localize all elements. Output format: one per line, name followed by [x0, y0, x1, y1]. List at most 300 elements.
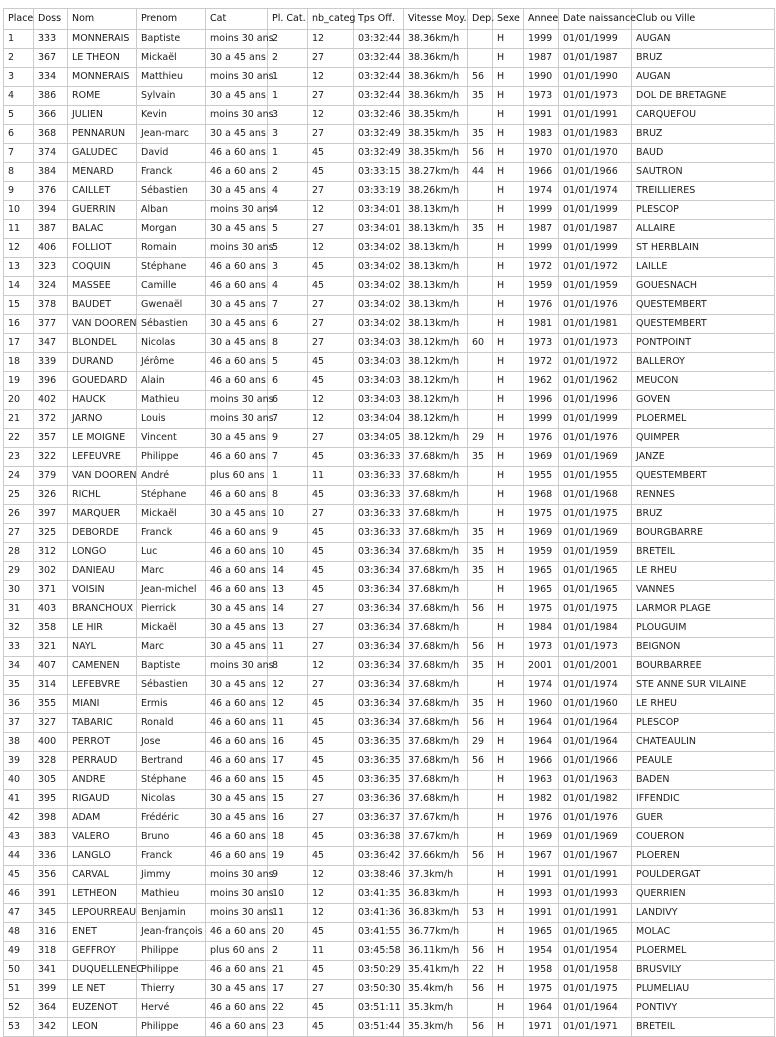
cell-club-ou-ville: TREILLIERES [632, 182, 775, 201]
cell-date-naissance: 01/01/1969 [559, 828, 632, 847]
cell-nom: CAILLET [68, 182, 137, 201]
cell-annee: 1965 [524, 581, 559, 600]
cell-pl-cat: 5 [268, 220, 308, 239]
cell-vitesse-moy: 35.4km/h [404, 980, 468, 999]
cell-vitesse-moy: 37.68km/h [404, 524, 468, 543]
cell-vitesse-moy: 37.68km/h [404, 695, 468, 714]
cell-doss: 339 [34, 353, 68, 372]
cell-cat: 46 a 60 ans [206, 695, 268, 714]
cell-prenom: Marc [137, 562, 206, 581]
cell-prenom: Bruno [137, 828, 206, 847]
cell-date-naissance: 01/01/1981 [559, 315, 632, 334]
cell-date-naissance: 01/01/1963 [559, 771, 632, 790]
cell-doss: 402 [34, 391, 68, 410]
cell-vitesse-moy: 38.35km/h [404, 125, 468, 144]
cell-dep [468, 372, 493, 391]
cell-annee: 1971 [524, 1018, 559, 1037]
cell-prenom: Mickaël [137, 619, 206, 638]
cell-dep: 56 [468, 980, 493, 999]
cell-place: 13 [4, 258, 34, 277]
cell-doss: 374 [34, 144, 68, 163]
cell-sexe: H [493, 980, 524, 999]
cell-nb-categ: 27 [308, 980, 354, 999]
cell-vitesse-moy: 37.68km/h [404, 467, 468, 486]
cell-pl-cat: 12 [268, 676, 308, 695]
cell-nom: MARQUER [68, 505, 137, 524]
cell-sexe: H [493, 524, 524, 543]
cell-date-naissance: 01/01/1972 [559, 258, 632, 277]
cell-annee: 1960 [524, 695, 559, 714]
cell-nom: LE MOIGNE [68, 429, 137, 448]
cell-sexe: H [493, 695, 524, 714]
cell-tps-off: 03:34:03 [354, 391, 404, 410]
cell-nb-categ: 45 [308, 144, 354, 163]
cell-tps-off: 03:36:34 [354, 638, 404, 657]
cell-cat: 46 a 60 ans [206, 372, 268, 391]
cell-nom: GALUDEC [68, 144, 137, 163]
cell-nom: LONGO [68, 543, 137, 562]
cell-dep: 56 [468, 942, 493, 961]
cell-place: 16 [4, 315, 34, 334]
table-row [4, 733, 775, 752]
cell-doss: 396 [34, 372, 68, 391]
cell-pl-cat: 1 [268, 144, 308, 163]
cell-club-ou-ville: QUESTEMBERT [632, 296, 775, 315]
cell-dep [468, 999, 493, 1018]
cell-pl-cat: 7 [268, 296, 308, 315]
cell-tps-off: 03:36:34 [354, 581, 404, 600]
cell-prenom: Jimmy [137, 866, 206, 885]
cell-nom: CAMENEN [68, 657, 137, 676]
cell-nom: VOISIN [68, 581, 137, 600]
cell-nb-categ: 12 [308, 657, 354, 676]
cell-tps-off: 03:34:02 [354, 315, 404, 334]
table-row [4, 87, 775, 106]
cell-date-naissance: 01/01/1987 [559, 220, 632, 239]
cell-tps-off: 03:32:49 [354, 144, 404, 163]
cell-date-naissance: 01/01/1966 [559, 752, 632, 771]
cell-club-ou-ville: PLUMELIAU [632, 980, 775, 999]
cell-date-naissance: 01/01/1996 [559, 391, 632, 410]
cell-place: 3 [4, 68, 34, 87]
cell-doss: 395 [34, 790, 68, 809]
table-row [4, 277, 775, 296]
table-row [4, 676, 775, 695]
cell-club-ou-ville: ST HERBLAIN [632, 239, 775, 258]
cell-vitesse-moy: 38.13km/h [404, 277, 468, 296]
table-row [4, 125, 775, 144]
cell-dep [468, 486, 493, 505]
cell-dep [468, 809, 493, 828]
cell-dep [468, 277, 493, 296]
cell-place: 22 [4, 429, 34, 448]
cell-prenom: Mickaël [137, 49, 206, 68]
cell-nom: JARNO [68, 410, 137, 429]
table-row [4, 505, 775, 524]
cell-place: 20 [4, 391, 34, 410]
cell-nom: RIGAUD [68, 790, 137, 809]
cell-pl-cat: 7 [268, 448, 308, 467]
cell-club-ou-ville: PLOUGUIM [632, 619, 775, 638]
cell-nom: ROME [68, 87, 137, 106]
cell-doss: 328 [34, 752, 68, 771]
cell-nb-categ: 12 [308, 239, 354, 258]
cell-nb-categ: 27 [308, 505, 354, 524]
cell-vitesse-moy: 38.36km/h [404, 87, 468, 106]
cell-sexe: H [493, 163, 524, 182]
cell-tps-off: 03:34:05 [354, 429, 404, 448]
cell-pl-cat: 10 [268, 543, 308, 562]
cell-cat: moins 30 ans [206, 30, 268, 49]
cell-pl-cat: 5 [268, 353, 308, 372]
cell-cat: 46 a 60 ans [206, 1018, 268, 1037]
cell-dep: 56 [468, 847, 493, 866]
cell-place: 40 [4, 771, 34, 790]
cell-pl-cat: 18 [268, 828, 308, 847]
cell-vitesse-moy: 35.3km/h [404, 1018, 468, 1037]
cell-nb-categ: 27 [308, 334, 354, 353]
cell-date-naissance: 01/01/1993 [559, 885, 632, 904]
cell-cat: 30 a 45 ans [206, 638, 268, 657]
cell-sexe: H [493, 49, 524, 68]
cell-sexe: H [493, 999, 524, 1018]
column-header-nom: Nom [68, 9, 137, 30]
cell-tps-off: 03:32:49 [354, 125, 404, 144]
cell-doss: 406 [34, 239, 68, 258]
cell-doss: 321 [34, 638, 68, 657]
table-row [4, 410, 775, 429]
cell-sexe: H [493, 410, 524, 429]
table-row [4, 182, 775, 201]
cell-doss: 358 [34, 619, 68, 638]
cell-doss: 386 [34, 87, 68, 106]
results-table [3, 8, 775, 1037]
cell-nom: DANIEAU [68, 562, 137, 581]
cell-place: 34 [4, 657, 34, 676]
cell-nom: GOUEDARD [68, 372, 137, 391]
cell-nom: LEFEBVRE [68, 676, 137, 695]
cell-cat: 46 a 60 ans [206, 714, 268, 733]
cell-cat: 30 a 45 ans [206, 334, 268, 353]
cell-prenom: Mathieu [137, 391, 206, 410]
cell-dep: 56 [468, 144, 493, 163]
cell-dep [468, 790, 493, 809]
cell-sexe: H [493, 258, 524, 277]
cell-vitesse-moy: 37.68km/h [404, 562, 468, 581]
cell-sexe: H [493, 353, 524, 372]
cell-annee: 1955 [524, 467, 559, 486]
cell-pl-cat: 6 [268, 391, 308, 410]
cell-sexe: H [493, 866, 524, 885]
cell-place: 27 [4, 524, 34, 543]
cell-sexe: H [493, 334, 524, 353]
cell-dep [468, 676, 493, 695]
table-row [4, 334, 775, 353]
cell-doss: 326 [34, 486, 68, 505]
table-row [4, 999, 775, 1018]
cell-doss: 342 [34, 1018, 68, 1037]
cell-dep [468, 410, 493, 429]
cell-tps-off: 03:36:36 [354, 790, 404, 809]
cell-vitesse-moy: 37.67km/h [404, 809, 468, 828]
cell-nom: JULIEN [68, 106, 137, 125]
cell-dep: 60 [468, 334, 493, 353]
cell-nom: CARVAL [68, 866, 137, 885]
cell-tps-off: 03:34:03 [354, 353, 404, 372]
cell-cat: moins 30 ans [206, 391, 268, 410]
table-row [4, 1018, 775, 1037]
cell-doss: 399 [34, 980, 68, 999]
cell-cat: 46 a 60 ans [206, 999, 268, 1018]
cell-place: 39 [4, 752, 34, 771]
cell-date-naissance: 01/01/1968 [559, 486, 632, 505]
cell-cat: plus 60 ans [206, 942, 268, 961]
cell-club-ou-ville: AUGAN [632, 30, 775, 49]
cell-date-naissance: 01/01/2001 [559, 657, 632, 676]
cell-tps-off: 03:36:42 [354, 847, 404, 866]
table-row [4, 562, 775, 581]
cell-prenom: Thierry [137, 980, 206, 999]
cell-tps-off: 03:36:35 [354, 771, 404, 790]
cell-sexe: H [493, 315, 524, 334]
cell-annee: 1991 [524, 106, 559, 125]
cell-dep: 56 [468, 638, 493, 657]
cell-dep: 35 [468, 657, 493, 676]
cell-prenom: Sébastien [137, 315, 206, 334]
cell-sexe: H [493, 296, 524, 315]
cell-doss: 372 [34, 410, 68, 429]
cell-sexe: H [493, 619, 524, 638]
cell-vitesse-moy: 37.68km/h [404, 752, 468, 771]
cell-pl-cat: 3 [268, 106, 308, 125]
cell-sexe: H [493, 600, 524, 619]
cell-nb-categ: 45 [308, 733, 354, 752]
table-row [4, 942, 775, 961]
cell-nom: MONNERAIS [68, 68, 137, 87]
cell-dep [468, 923, 493, 942]
cell-nb-categ: 12 [308, 68, 354, 87]
cell-sexe: H [493, 771, 524, 790]
cell-place: 41 [4, 790, 34, 809]
cell-nom: PENNARUN [68, 125, 137, 144]
cell-place: 35 [4, 676, 34, 695]
cell-tps-off: 03:36:34 [354, 676, 404, 695]
cell-prenom: Sylvain [137, 87, 206, 106]
cell-sexe: H [493, 372, 524, 391]
table-row [4, 30, 775, 49]
cell-cat: 46 a 60 ans [206, 277, 268, 296]
cell-club-ou-ville: MOLAC [632, 923, 775, 942]
cell-club-ou-ville: DOL DE BRETAGNE [632, 87, 775, 106]
cell-place: 21 [4, 410, 34, 429]
cell-annee: 1966 [524, 752, 559, 771]
cell-annee: 1996 [524, 391, 559, 410]
cell-tps-off: 03:36:38 [354, 828, 404, 847]
cell-doss: 305 [34, 771, 68, 790]
cell-date-naissance: 01/01/1991 [559, 904, 632, 923]
table-row [4, 106, 775, 125]
cell-pl-cat: 22 [268, 999, 308, 1018]
cell-nom: RICHL [68, 486, 137, 505]
cell-tps-off: 03:45:58 [354, 942, 404, 961]
cell-date-naissance: 01/01/1966 [559, 163, 632, 182]
cell-tps-off: 03:36:34 [354, 657, 404, 676]
cell-nom: DEBORDE [68, 524, 137, 543]
cell-tps-off: 03:36:37 [354, 809, 404, 828]
cell-cat: 46 a 60 ans [206, 448, 268, 467]
cell-vitesse-moy: 36.77km/h [404, 923, 468, 942]
cell-prenom: André [137, 467, 206, 486]
cell-club-ou-ville: BRUZ [632, 125, 775, 144]
cell-nb-categ: 27 [308, 600, 354, 619]
cell-club-ou-ville: MEUCON [632, 372, 775, 391]
cell-annee: 1975 [524, 980, 559, 999]
cell-cat: moins 30 ans [206, 904, 268, 923]
cell-dep: 22 [468, 961, 493, 980]
cell-place: 5 [4, 106, 34, 125]
cell-pl-cat: 16 [268, 809, 308, 828]
cell-club-ou-ville: PLOERMEL [632, 942, 775, 961]
cell-place: 46 [4, 885, 34, 904]
cell-tps-off: 03:36:33 [354, 524, 404, 543]
table-row [4, 372, 775, 391]
cell-vitesse-moy: 36.83km/h [404, 904, 468, 923]
cell-sexe: H [493, 391, 524, 410]
table-row [4, 828, 775, 847]
cell-prenom: Nicolas [137, 334, 206, 353]
cell-nb-categ: 27 [308, 638, 354, 657]
cell-date-naissance: 01/01/1999 [559, 239, 632, 258]
cell-date-naissance: 01/01/1955 [559, 467, 632, 486]
cell-annee: 1973 [524, 87, 559, 106]
cell-tps-off: 03:36:33 [354, 486, 404, 505]
cell-prenom: Benjamin [137, 904, 206, 923]
cell-prenom: Luc [137, 543, 206, 562]
header-row [4, 9, 775, 30]
cell-vitesse-moy: 38.13km/h [404, 258, 468, 277]
cell-club-ou-ville: LAILLE [632, 258, 775, 277]
cell-vitesse-moy: 38.12km/h [404, 410, 468, 429]
cell-nom: PERROT [68, 733, 137, 752]
cell-cat: moins 30 ans [206, 410, 268, 429]
cell-club-ou-ville: BAUD [632, 144, 775, 163]
cell-dep: 35 [468, 125, 493, 144]
cell-prenom: Baptiste [137, 30, 206, 49]
cell-club-ou-ville: BRETEIL [632, 543, 775, 562]
cell-nb-categ: 12 [308, 391, 354, 410]
cell-club-ou-ville: CHATEAULIN [632, 733, 775, 752]
cell-sexe: H [493, 638, 524, 657]
cell-pl-cat: 1 [268, 467, 308, 486]
cell-annee: 1965 [524, 923, 559, 942]
cell-annee: 1975 [524, 600, 559, 619]
cell-tps-off: 03:36:35 [354, 752, 404, 771]
cell-club-ou-ville: BRUSVILY [632, 961, 775, 980]
cell-cat: moins 30 ans [206, 657, 268, 676]
cell-date-naissance: 01/01/1967 [559, 847, 632, 866]
cell-annee: 1972 [524, 353, 559, 372]
cell-date-naissance: 01/01/1972 [559, 353, 632, 372]
cell-vitesse-moy: 38.13km/h [404, 201, 468, 220]
cell-prenom: Vincent [137, 429, 206, 448]
table-row [4, 68, 775, 87]
cell-annee: 1984 [524, 619, 559, 638]
cell-annee: 1964 [524, 714, 559, 733]
cell-dep: 35 [468, 524, 493, 543]
cell-date-naissance: 01/01/1999 [559, 410, 632, 429]
cell-doss: 376 [34, 182, 68, 201]
table-row [4, 695, 775, 714]
cell-club-ou-ville: BRUZ [632, 49, 775, 68]
cell-dep [468, 391, 493, 410]
table-row [4, 923, 775, 942]
cell-annee: 1981 [524, 315, 559, 334]
cell-date-naissance: 01/01/1976 [559, 809, 632, 828]
cell-place: 45 [4, 866, 34, 885]
cell-prenom: Philippe [137, 448, 206, 467]
cell-pl-cat: 1 [268, 68, 308, 87]
cell-cat: moins 30 ans [206, 866, 268, 885]
cell-cat: 30 a 45 ans [206, 619, 268, 638]
cell-vitesse-moy: 36.11km/h [404, 942, 468, 961]
cell-nb-categ: 45 [308, 163, 354, 182]
cell-cat: 46 a 60 ans [206, 961, 268, 980]
cell-vitesse-moy: 38.35km/h [404, 144, 468, 163]
cell-place: 38 [4, 733, 34, 752]
cell-place: 9 [4, 182, 34, 201]
cell-club-ou-ville: BOURBARREE [632, 657, 775, 676]
cell-pl-cat: 17 [268, 980, 308, 999]
cell-cat: 30 a 45 ans [206, 676, 268, 695]
cell-sexe: H [493, 201, 524, 220]
cell-dep [468, 505, 493, 524]
cell-pl-cat: 4 [268, 277, 308, 296]
cell-sexe: H [493, 144, 524, 163]
cell-dep: 35 [468, 87, 493, 106]
cell-vitesse-moy: 37.68km/h [404, 543, 468, 562]
cell-cat: 30 a 45 ans [206, 505, 268, 524]
cell-cat: moins 30 ans [206, 68, 268, 87]
column-header-cat: Cat [206, 9, 268, 30]
cell-pl-cat: 2 [268, 49, 308, 68]
cell-prenom: Stéphane [137, 486, 206, 505]
cell-annee: 1993 [524, 885, 559, 904]
cell-prenom: Sébastien [137, 182, 206, 201]
cell-cat: 46 a 60 ans [206, 581, 268, 600]
cell-nb-categ: 45 [308, 448, 354, 467]
cell-place: 6 [4, 125, 34, 144]
cell-sexe: H [493, 885, 524, 904]
cell-tps-off: 03:36:34 [354, 619, 404, 638]
cell-date-naissance: 01/01/1973 [559, 334, 632, 353]
cell-date-naissance: 01/01/1974 [559, 676, 632, 695]
table-row [4, 961, 775, 980]
cell-annee: 1959 [524, 277, 559, 296]
cell-nom: VAN DOOREN [68, 315, 137, 334]
cell-dep [468, 49, 493, 68]
cell-annee: 1999 [524, 201, 559, 220]
cell-cat: 30 a 45 ans [206, 315, 268, 334]
table-row [4, 201, 775, 220]
cell-nom: MONNERAIS [68, 30, 137, 49]
cell-sexe: H [493, 828, 524, 847]
cell-club-ou-ville: GOUESNACH [632, 277, 775, 296]
cell-cat: moins 30 ans [206, 885, 268, 904]
column-header-club-ou-ville: Club ou Ville [632, 9, 775, 30]
cell-tps-off: 03:50:29 [354, 961, 404, 980]
cell-sexe: H [493, 847, 524, 866]
cell-cat: 46 a 60 ans [206, 847, 268, 866]
